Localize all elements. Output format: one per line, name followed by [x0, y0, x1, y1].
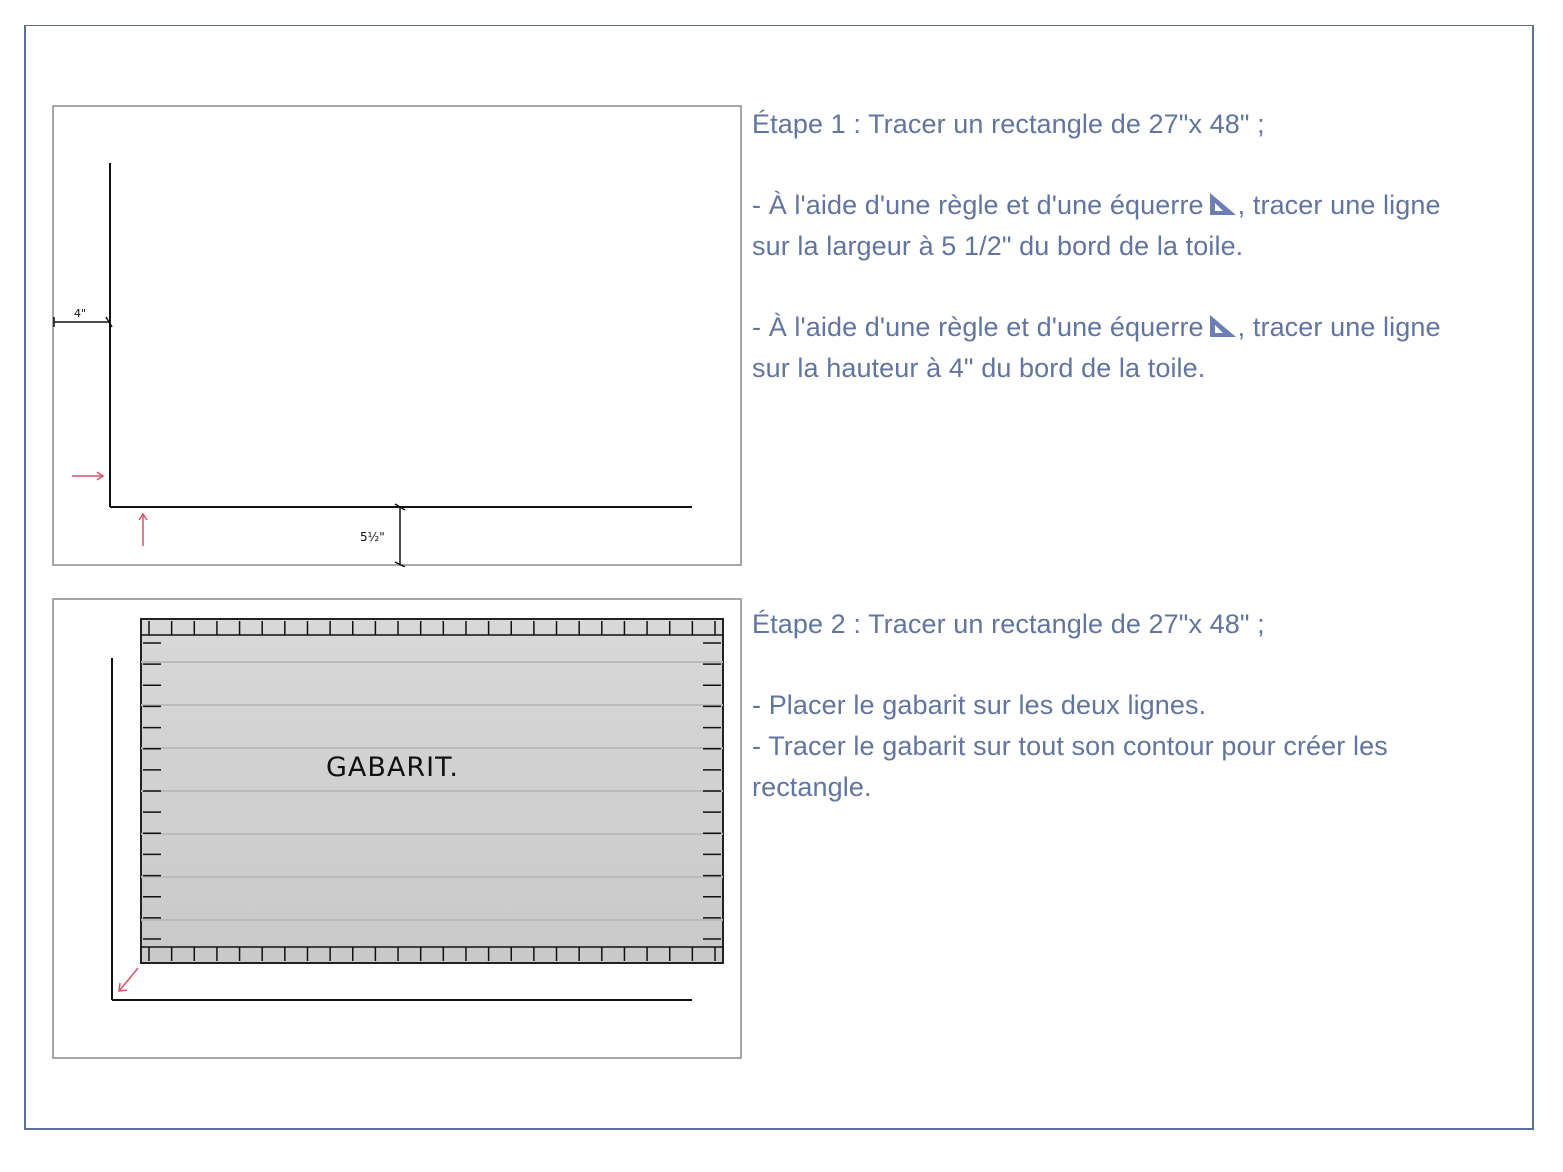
dim-4-label: 4" [74, 307, 87, 320]
step1-instruction-2 [752, 307, 1552, 348]
template-label: GABARIT. [326, 752, 459, 783]
dim-5-half-label: 5½" [360, 530, 385, 544]
fabric-outline [53, 106, 741, 565]
template-board [141, 619, 723, 963]
step2-instruction-2-line2: rectangle. [752, 772, 872, 802]
step1-instruction-2-end: , tracer une ligne [1237, 312, 1441, 342]
step2-canvas [52, 598, 744, 1060]
step2-instruction-2: - Tracer le gabarit sur tout son contour pour créer les [752, 731, 1388, 761]
step2-instruction-1: - Placer le gabarit sur les deux lignes. [752, 690, 1207, 720]
step2-title: Étape 2 : Tracer un rectangle de 27"x 48" ; [752, 609, 1265, 639]
step1-instruction-1-line2: sur la largeur à 5 1/2" du bord de la toile. [752, 231, 1244, 261]
step1-text [752, 104, 1552, 389]
step1-canvas [52, 105, 744, 567]
step1-diagram [52, 105, 744, 567]
step1-instruction-2-start: - À l'aide d'une règle et d'une équerre [752, 312, 1204, 342]
step2-text [752, 604, 1552, 808]
step1-instruction-1 [752, 185, 1552, 226]
step1-instruction-1-start: - À l'aide d'une règle et d'une équerre [752, 190, 1204, 220]
step1-title: Étape 1 : Tracer un rectangle de 27"x 48" ; [752, 109, 1265, 139]
set-square-icon [1208, 191, 1238, 217]
step1-instruction-2-line2: sur la hauteur à 4" du bord de la toile. [752, 353, 1206, 383]
step1-instruction-1-end: , tracer une ligne [1237, 190, 1441, 220]
step2-diagram [52, 598, 744, 1060]
set-square-icon [1208, 313, 1238, 339]
